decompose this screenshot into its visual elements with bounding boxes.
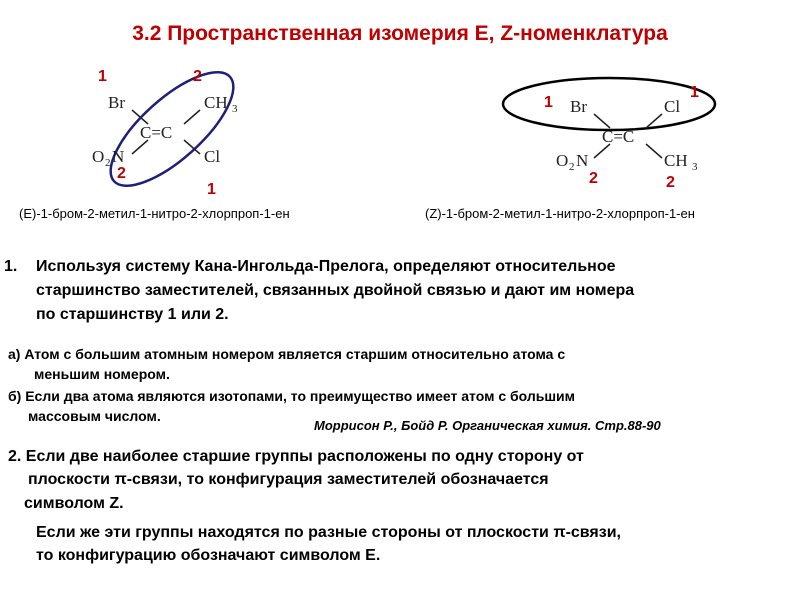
atom-ch: CH — [664, 151, 688, 170]
atom-ch3-sub: 3 — [232, 103, 238, 115]
atom-o: O — [556, 151, 569, 170]
priority-label: 2 — [117, 165, 126, 182]
priority-label: 2 — [666, 174, 675, 191]
rule-2-line: символом Z. — [24, 495, 124, 512]
rule-2-cont-line: Если же эти группы находятся по разные стороны от плоскости π-связи, — [36, 524, 621, 541]
rule-1-marker: 1. — [4, 258, 18, 275]
atom-cc: C=C — [140, 123, 173, 142]
priority-label: 1 — [98, 68, 107, 85]
priority-label: 1 — [544, 94, 553, 111]
priority-label: 1 — [690, 84, 699, 101]
atom-cc: C=C — [602, 127, 635, 146]
compound-name-z: (Z)-1-бром-2-метил-1-нитро-2-хлорпроп-1-ен — [425, 206, 695, 221]
atom-ch: CH — [204, 93, 228, 112]
compound-name-e: (E)-1-бром-2-метил-1-нитро-2-хлорпроп-1-ен — [19, 206, 290, 221]
atom-br: Br — [108, 93, 125, 112]
reference: Моррисон Р., Бойд Р. Органическая химия. Стр.88-90 — [314, 418, 661, 433]
rule-1-line: старшинство заместителей, связанных двойной связью и дают им номера — [36, 282, 635, 299]
atom-cl: Cl — [664, 97, 681, 116]
atom-n: N — [112, 147, 125, 166]
priority-label: 2 — [589, 170, 598, 187]
rule-1-line: по старшинству 1 или 2. — [36, 306, 229, 323]
rule-1-line: Используя систему Кана-Ингольда-Прелога, определяют относительное — [36, 258, 616, 275]
atom-br: Br — [570, 97, 587, 116]
page-title: 3.2 Пространственная изомерия E, Z-номенклатура — [132, 22, 668, 45]
priority-label: 2 — [193, 68, 202, 85]
atom-o2-sub: 2 — [105, 157, 111, 169]
rule-a-line: меньшим номером. — [34, 366, 170, 382]
atom-o: O — [92, 147, 105, 166]
atom-n: N — [576, 151, 589, 170]
rule-a-line: а) Атом с большим атомным номером является старшим относительно атома с — [8, 346, 566, 362]
atom-o2-sub: 2 — [569, 161, 575, 173]
rule-2-cont-line: то конфигурацию обозначают символом E. — [36, 547, 381, 564]
atom-ch3-sub: 3 — [692, 161, 698, 173]
priority-ellipse-z — [503, 78, 715, 130]
rule-b-line: б) Если два атома являются изотопами, то преимущество имеет атом с большим — [8, 388, 575, 404]
rule-2-line: плоскости π-связи, то конфигурация заместителей обозначается — [28, 471, 549, 488]
atom-cl: Cl — [204, 147, 221, 166]
priority-label: 1 — [207, 181, 216, 198]
rule-b-line: массовым числом. — [28, 408, 161, 424]
rule-2-line: 2. Если две наиболее старшие группы расположены по одну сторону от — [8, 448, 584, 465]
